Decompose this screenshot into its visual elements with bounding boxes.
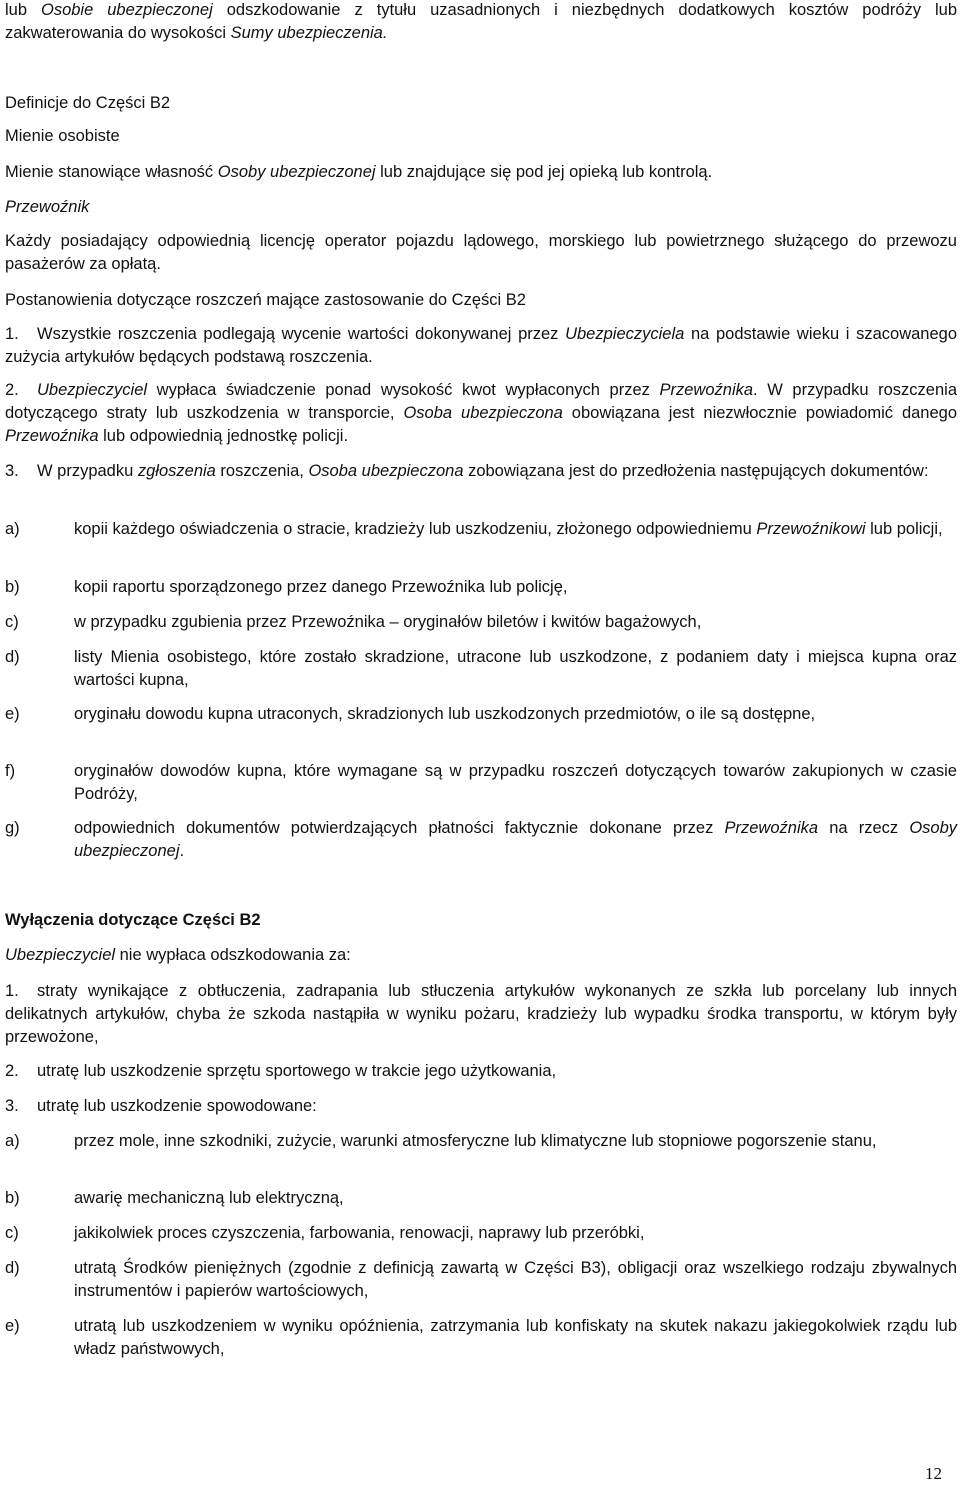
intro-term: Sumy ubezpieczenia.: [230, 24, 388, 42]
term-mienie-osobiste: Mienie osobiste: [5, 127, 120, 145]
definitions-heading: Definicje do Części B2: [5, 94, 171, 112]
definition-mienie-osobiste: Mienie stanowiące własność Osoby ubezpieczonej lub znajdujące się pod jej opieką lub kontrolą.: [5, 163, 713, 181]
exclusions-lead: Ubezpieczyciel nie wypłaca odszkodowania za:: [5, 946, 351, 964]
intro-text: odszkodowanie z tytułu uzasadnionych i niezbędnych dodatkowych kosztów podróży lub zakwaterowania do wysokości: [5, 1, 957, 42]
intro-paragraph: [5, 0, 957, 45]
claims-heading: Postanowienia dotyczące roszczeń mające zastosowanie do Części B2: [5, 291, 526, 309]
intro-term: Osobie ubezpieczonej: [41, 1, 213, 19]
definition-przewoznik: Każdy posiadający odpowiednią licencję operator pojazdu lądowego, morskiego lub powietrznego służącego do przewozu pasażerów za opłatą.: [5, 232, 957, 273]
exclusions-heading: Wyłączenia dotyczące Części B2: [5, 911, 261, 929]
intro-text: lub: [5, 1, 41, 19]
page-number: 12: [925, 1464, 942, 1483]
term-przewoznik: Przewoźnik: [5, 198, 90, 216]
